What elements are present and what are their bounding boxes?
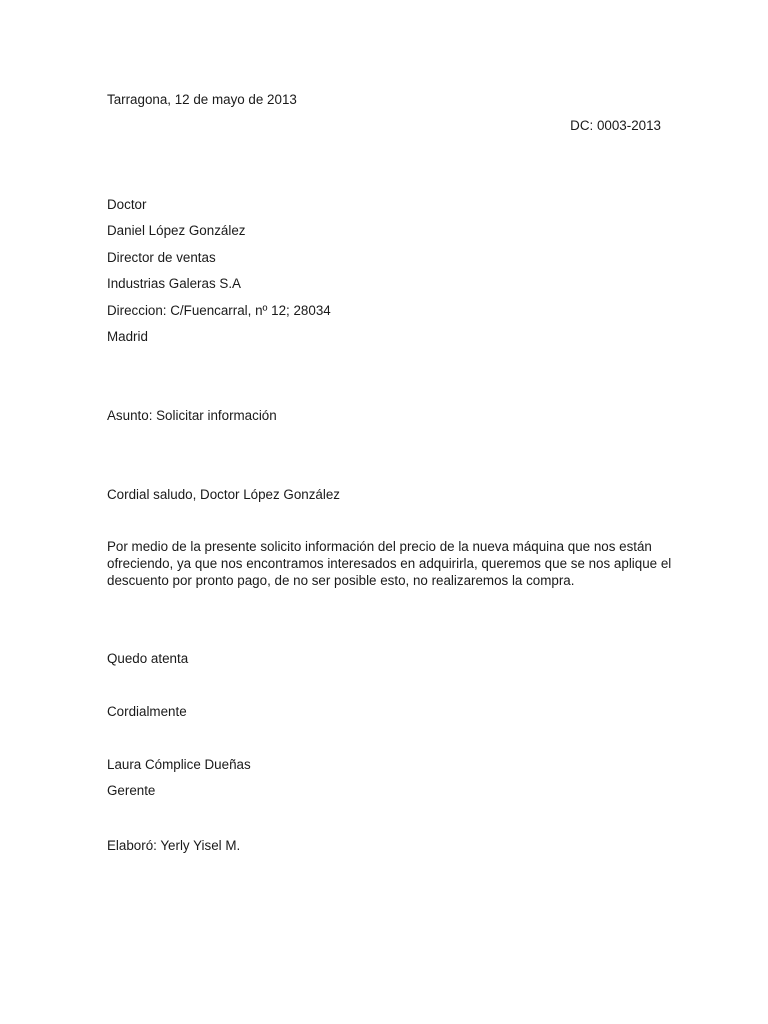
body-line: ofreciendo, ya que nos encontramos interesados en adquirirla, queremos que se nos aplique el bbox=[107, 556, 672, 571]
closing-line-2: Cordialmente bbox=[107, 704, 187, 719]
greeting: Cordial saludo, Doctor López González bbox=[107, 487, 340, 502]
recipient-address: Direccion: C/Fuencarral, nº 12; 28034 bbox=[107, 303, 331, 318]
prepared-by: Elaboró: Yerly Yisel M. bbox=[107, 838, 241, 853]
recipient-title: Doctor bbox=[107, 197, 147, 212]
document-reference: DC: 0003-2013 bbox=[570, 118, 661, 133]
body-paragraph bbox=[107, 538, 672, 589]
body-line: descuento por pronto pago, de no ser posible esto, no realizaremos la compra. bbox=[107, 573, 575, 588]
body-line: Por medio de la presente solicito información del precio de la nueva máquina que nos están bbox=[107, 539, 652, 554]
recipient-company: Industrias Galeras S.A bbox=[107, 276, 241, 291]
signer-position: Gerente bbox=[107, 783, 156, 798]
recipient-name: Daniel López González bbox=[107, 223, 246, 238]
signer-name: Laura Cómplice Dueñas bbox=[107, 757, 251, 772]
recipient-position: Director de ventas bbox=[107, 250, 216, 265]
closing-line-1: Quedo atenta bbox=[107, 651, 189, 666]
recipient-city: Madrid bbox=[107, 329, 148, 344]
place-date: Tarragona, 12 de mayo de 2013 bbox=[107, 92, 297, 107]
subject-line: Asunto: Solicitar información bbox=[107, 408, 277, 423]
